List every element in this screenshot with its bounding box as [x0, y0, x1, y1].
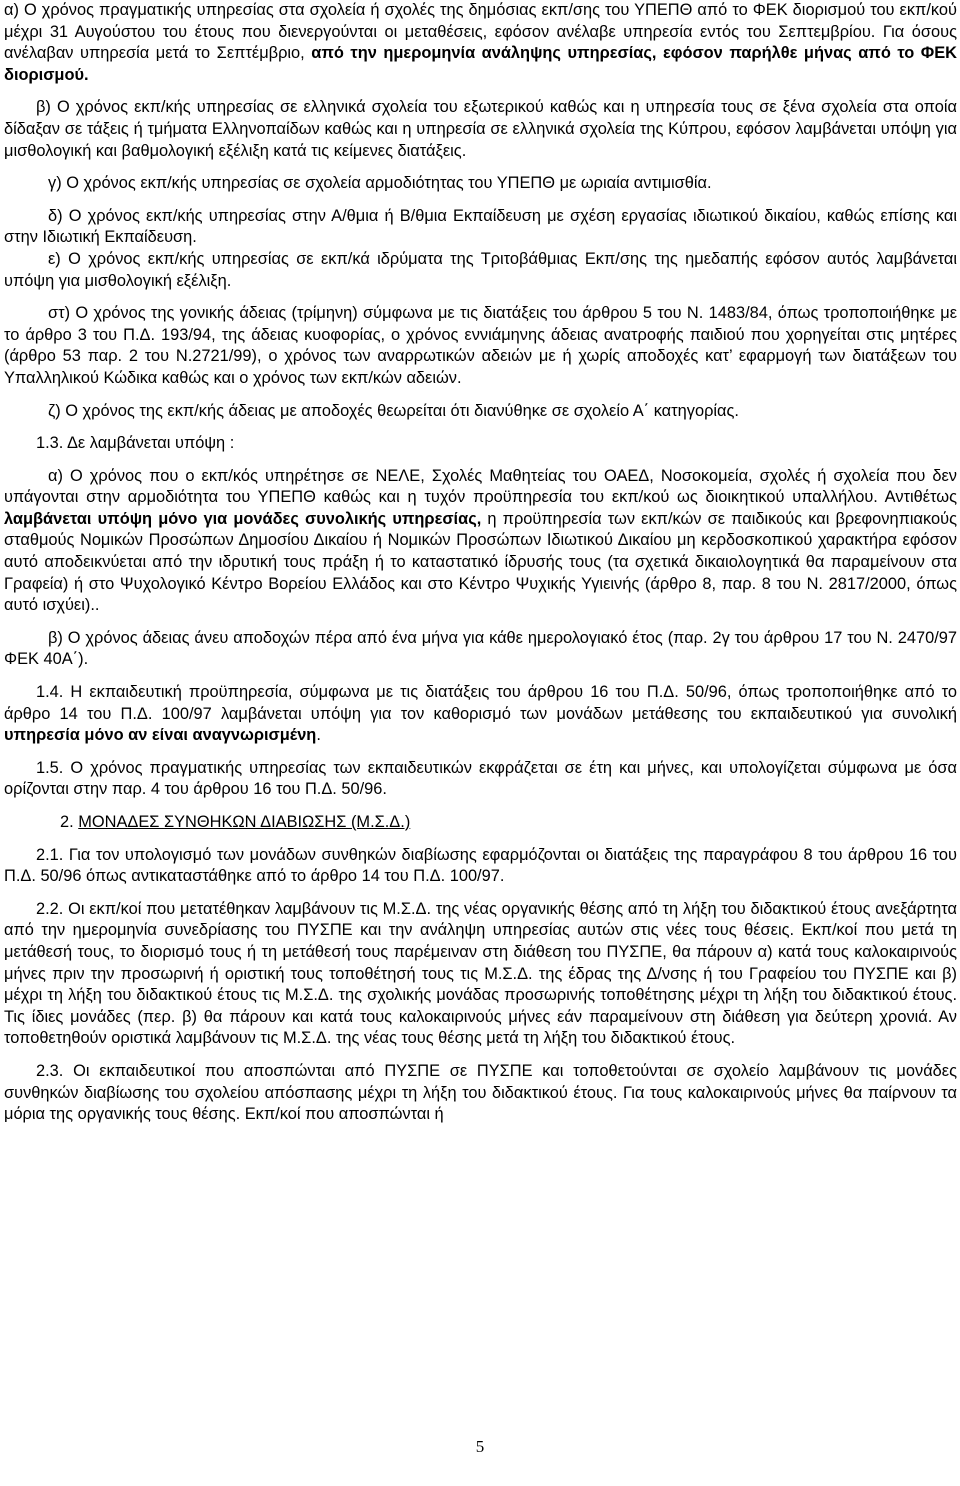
paragraph-1-4-text-2: . — [316, 726, 321, 745]
paragraph-c: γ) Ο χρόνος εκπ/κής υπηρεσίας σε σχολεία αρμοδιότητας του ΥΠΕΠΘ με ωριαία αντιμισθία. — [48, 174, 712, 193]
page-number: 5 — [475, 1437, 485, 1456]
paragraph-1-4 — [4, 682, 957, 747]
paragraph-a-bold: από την ημερομηνία ανάληψης υπηρεσίας, εφόσον παρήλθε μήνας από το ΦΕΚ διορισμού. — [4, 44, 957, 84]
paragraph-1-3-a-text: α) Ο χρόνος που ο εκπ/κός υπηρέτησε σε ΝΕΛΕ, Σχολές Μαθητείας του ΟΑΕΔ, Νοσοκομεία, σχολές ή σχολεία που δεν υπάγονται στην αρμοδιότητα του ΥΠΕΠΘ καθώς και η τυχόν προϋπηρεσία του εκπ/κού ως διοικητικού υπαλλήλου. Αντιθέτως — [4, 466, 957, 507]
paragraph-1-3-a-text-2: η προϋπηρεσία των εκπ/κών σε παιδικούς και βρεφονηπιακούς σταθμούς Νομικών Προσώπων Δημοσίου Δικαίου ή Νομικών Προσώπων Ιδιωτικού Δικαίου μη κερδοσκοπικού χαρακτήρα εφόσον αυτό αποδεικνύεται από την ιδρυτική τους πράξη ή το καταστατικό ίδρυσής τους (τα σχετικά δικαιολογητικά θα παραμείνουν στα Γραφεία) ή στο Ψυχολογικό Κέντρο Βορείου Ελλάδος και στο Κέντρο Ψυχικής Υγιεινής (άρθρο 8, παρ. 8 του Ν. 2817/2000, όπως αυτό ισχύει).. — [4, 509, 957, 615]
paragraph-a — [4, 0, 957, 86]
paragraph-st: στ) Ο χρόνος της γονικής άδειας (τρίμηνη) σύμφωνα με τις διατάξεις του άρθρου 5 του Ν. 1483/84, όπως τροποποιήθηκε με το άρθρο 3 του Π.Δ. 193/94, της άδειας κυοφορίας, ο χρόνος εννιάμηνης άδειας ανατροφής παιδιού που χορηγείται στις μητέρες (άρθρο 53 παρ. 2 του Ν.2721/99), ο χρόνος των αναρρωτικών αδειών με ή χωρίς αποδοχές κατ’ εφαρμογή των διατάξεων του Υπαλληλικού Κώδικα καθώς και ο χρόνος των εκπ/κών αδειών. — [4, 304, 957, 387]
section-2-number: 2. — [60, 813, 79, 831]
paragraph-1-3-b: β) Ο χρόνος άδειας άνευ αποδοχών πέρα από ένα μήνα για κάθε ημερολογιακό έτος (παρ. 2γ του άρθρου 17 του Ν. 2470/97 ΦΕΚ 40Α΄). — [4, 628, 957, 669]
section-2-title: ΜΟΝΑΔΕΣ ΣΥΝΘΗΚΩΝ ΔΙΑΒΙΩΣΗΣ (Μ.Σ.Δ.) — [78, 813, 411, 831]
paragraph-d: δ) Ο χρόνος εκπ/κής υπηρεσίας στην Α/θμια ή Β/θμια Εκπαίδευση με σχέση εργασίας ιδιωτικού δικαίου, καθώς επίσης και στην Ιδιωτική Εκπαίδευση. — [4, 206, 957, 247]
paragraph-b: β) Ο χρόνος εκπ/κής υπηρεσίας σε ελληνικά σχολεία του εξωτερικού καθώς και η υπηρεσία τους σε ξένα σχολεία στα οποία δίδαξαν σε τάξεις ή τμήματα Ελληνοπαίδων καθώς και η υπηρεσία σε ελληνικά σχολεία της Κύπρου, εφόσον λαμβάνεται υπόψη για μισθολογική και βαθμολογική εξέλιξη κατά τις κείμενες διατάξεις. — [4, 98, 957, 160]
paragraph-2-1: 2.1. Για τον υπολογισμό των μονάδων συνθηκών διαβίωσης εφαρμόζονται οι διατάξεις της παραγράφου 8 του άρθρου 16 του Π.Δ. 50/96 όπως αντικαταστάθηκε από το άρθρο 14 του Π.Δ. 100/97. — [4, 845, 957, 886]
paragraph-1-4-text: 1.4. Η εκπαιδευτική προϋπηρεσία, σύμφωνα με τις διατάξεις του άρθρου 16 του Π.Δ. 50/96, όπως τροποποιήθηκε από το άρθρο 14 του Π.Δ. 100/97 λαμβάνεται υπόψη για τον καθορισμό των μονάδων μετάθεσης του εκπαιδευτικού για συνολική — [4, 683, 957, 723]
section-1-3-heading: 1.3. Δε λαμβάνεται υπόψη : — [36, 434, 235, 453]
paragraph-a-text: α) Ο χρόνος πραγματικής υπηρεσίας στα σχολεία ή σχολές της δημόσιας εκπ/σης του ΥΠΕΠΘ από το ΦΕΚ διορισμού του εκπ/κού μέχρι 31 Αυγούστου του έτους που διενεργούνται οι μεταθέσεις, εφόσον ανέλαβε υπηρεσία εντός του Σεπτεμβρίου. Για όσους ανέλαβαν υπηρεσία μετά το Σεπτέμβριο, — [4, 1, 957, 63]
paragraph-2-2: 2.2. Οι εκπ/κοί που μετατέθηκαν λαμβάνουν τις Μ.Σ.Δ. της νέας οργανικής θέσης από τη λήξη του διδακτικού έτους ανεξάρτητα από την ημερομηνία συνεδρίασης του ΠΥΣΠΕ και την ανάληψη υπηρεσίας αυτών στις νέες τους θέσεις. Εκπ/κοί που μετά τη μετάθεσή τους, το διορισμό τους ή τη μετάθεσή τους παρέμειναν στη διάθεση του ΠΥΣΠΕ, θα πάρουν α) κατά τους καλοκαιρινούς μήνες πριν την προσωρινή ή οριστική τους τοποθέτησή τους τις Μ.Σ.Δ. της έδρας της Δ/νσης ή του Γραφείου του ΠΥΣΠΕ και β) μέχρι τη λήξη του διδακτικού έτους τις Μ.Σ.Δ. της σχολικής μονάδας προσωρινής τοποθέτησης μέχρι τη λήξη του διδακτικού έτους. Τις ίδιες μονάδες (περ. β) θα πάρουν και κατά τους καλοκαιρινούς μήνες εάν παραμείνουν στη διάθεση για δεύτερη χρονιά. Αν τοποθετηθούν οριστικά λαμβάνουν τις Μ.Σ.Δ. της νέας τους θέσης μετά τη λήξη του διδακτικού έτους. — [4, 899, 957, 1048]
paragraph-2-3: 2.3. Οι εκπαιδευτικοί που αποσπώνται από ΠΥΣΠΕ σε ΠΥΣΠΕ και τοποθετούνται σε σχολείο λαμβάνουν τις μονάδες συνθηκών διαβίωσης του σχολείου απόσπασης μέχρι τη λήξη του διδακτικού έτους. Για τους καλοκαιρινούς μήνες θα παίρνουν τα μόρια της οργανικής τους θέσης. Εκπ/κοί που αποσπώνται ή — [4, 1061, 957, 1124]
paragraph-e: ε) Ο χρόνος εκπ/κής υπηρεσίας σε εκπ/κά ιδρύματα της Τριτοβάθμιας Εκπ/σης της ημεδαπής εφόσον αυτός λαμβάνεται υπόψη για μισθολογική εξέλιξη. — [4, 249, 957, 290]
section-2-heading — [4, 812, 957, 834]
paragraph-z: ζ) Ο χρόνος της εκπ/κής άδειας με αποδοχές θεωρείται ότι διανύθηκε σε σχολείο Α΄ κατηγορίας. — [48, 401, 739, 420]
paragraph-1-5: 1.5. Ο χρόνος πραγματικής υπηρεσίας των εκπαιδευτικών εκφράζεται σε έτη και μήνες, και υπολογίζεται σύμφωνα με όσα ορίζονται στην παρ. 4 του άρθρου 16 του Π.Δ. 50/96. — [4, 758, 957, 799]
paragraph-1-3-a — [4, 466, 957, 617]
paragraph-1-4-bold: υπηρεσία μόνο αν είναι αναγνωρισμένη — [4, 726, 317, 745]
paragraph-1-3-a-bold: λαμβάνεται υπόψη μόνο για μονάδες συνολικής υπηρεσίας, — [4, 509, 482, 528]
